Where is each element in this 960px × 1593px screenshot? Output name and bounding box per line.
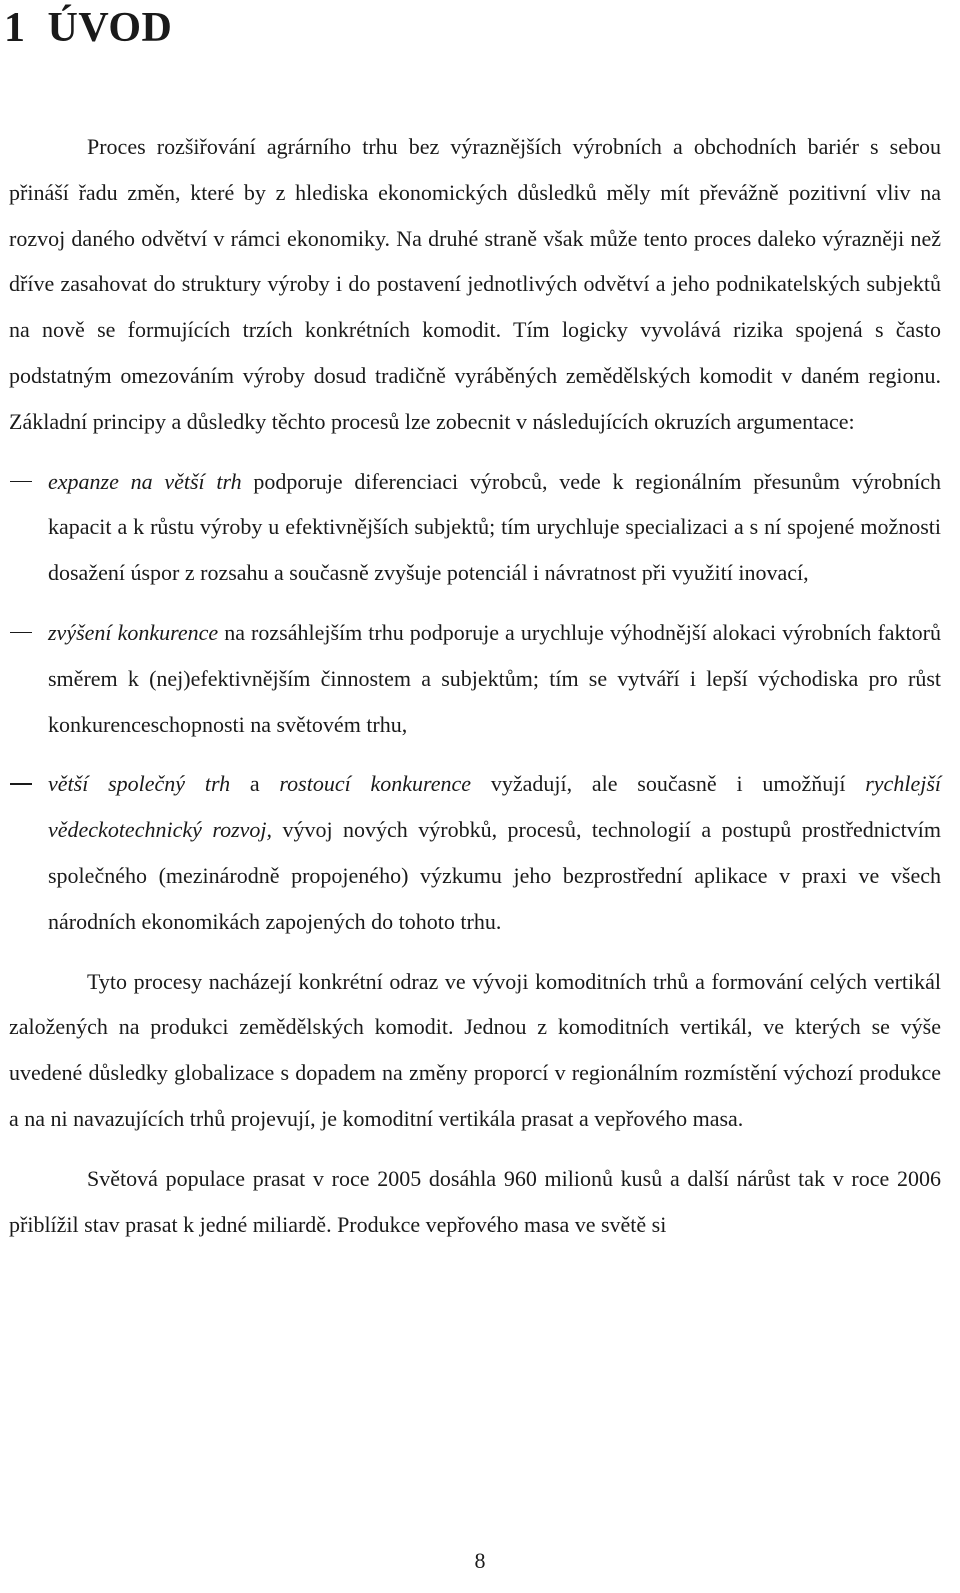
chapter-number: 1 [4,5,26,51]
list-item-emphasis: zvýšení konkurence [48,619,219,645]
list-item-emphasis: rychlejší vědeckotechnický rozvoj, [48,771,941,843]
list-item-text: podporuje diferenciaci výrobců, vede k regionálním přesunům výrobních kapacit a k růstu výroby u efektivnějších subjektů; tím urychluje specializaci a s ní spojené možnosti dosažení úspor z rozsahu a současně zvyšuje potenciál i návratnost při využití inovací, [48,468,941,586]
page-number: 8 [474,1548,486,1573]
list-item-text: vývoj nových výrobků, procesů, technologií a postupů prostřednictvím společného (mezinárodně propojeného) výzkumu jeho bezprostřední aplikace v praxi ve všech národních ekonomikách zapojených do tohoto trhu. [48,817,941,934]
list-item [9,610,941,747]
list-item-emphasis: rostoucí konkurence [279,771,472,797]
list-item [9,459,941,596]
list-item-text: vyžadují, ale současně i umožňují [471,771,866,797]
list-item-emphasis: expanze na větší trh [48,468,242,494]
list-item [9,761,941,944]
chapter-title: ÚVOD [47,5,173,51]
body-text [9,124,941,1247]
list-item-emphasis: větší společný trh [48,771,231,797]
chapter-heading [4,0,172,56]
list-item-text: na rozsáhlejším trhu podporuje a urychluje výhodnější alokaci výrobních faktorů směrem k (nej)efektivnějším činnostem a subjektům; tím se vytváří i lepší východiska pro růst konkurenceschopnosti na světovém trhu, [48,619,941,737]
paragraph-population: Světová populace prasat v roce 2005 dosáhla 960 milionů kusů a další nárůst tak v roce 2006 přiblížil stav prasat k jedné miliardě. Produkce vepřového masa ve světě si [9,1165,941,1237]
argument-list [9,459,941,945]
list-item-text: a [230,771,280,797]
paragraph-vertical: Tyto procesy nacházejí konkrétní odraz ve vývoji komoditních trhů a formování celých vertikál založených na produkci zemědělských komodit. Jednou z komoditních vertikál, ve kterých se výše uvedené důsledky globalizace s dopadem na změny proporcí v regionálním rozmístění výchozí produkce a na ni navazujících trhů projevují, je komoditní vertikála prasat a vepřového masa. [9,968,941,1131]
paragraph-intro: Proces rozšiřování agrárního trhu bez výraznějších výrobních a obchodních bariér s sebou přináší řadu změn, které by z hlediska ekonomických důsledků měly mít převážně pozitivní vliv na rozvoj daného odvětví v rámci ekonomiky. Na druhé straně však může tento proces daleko výrazněji než dříve zasahovat do struktury výroby i do postavení jednotlivých odvětví a jeho podnikatelských subjektů na nově se formujících trzích konkrétních komodit. Tím logicky vyvolává rizika spojená s často podstatným omezováním výroby dosud tradičně vyráběných zemědělských komodit v daném regionu. Základní principy a důsledky těchto procesů lze zobecnit v následujících okruzích argumentace: [9,134,941,434]
